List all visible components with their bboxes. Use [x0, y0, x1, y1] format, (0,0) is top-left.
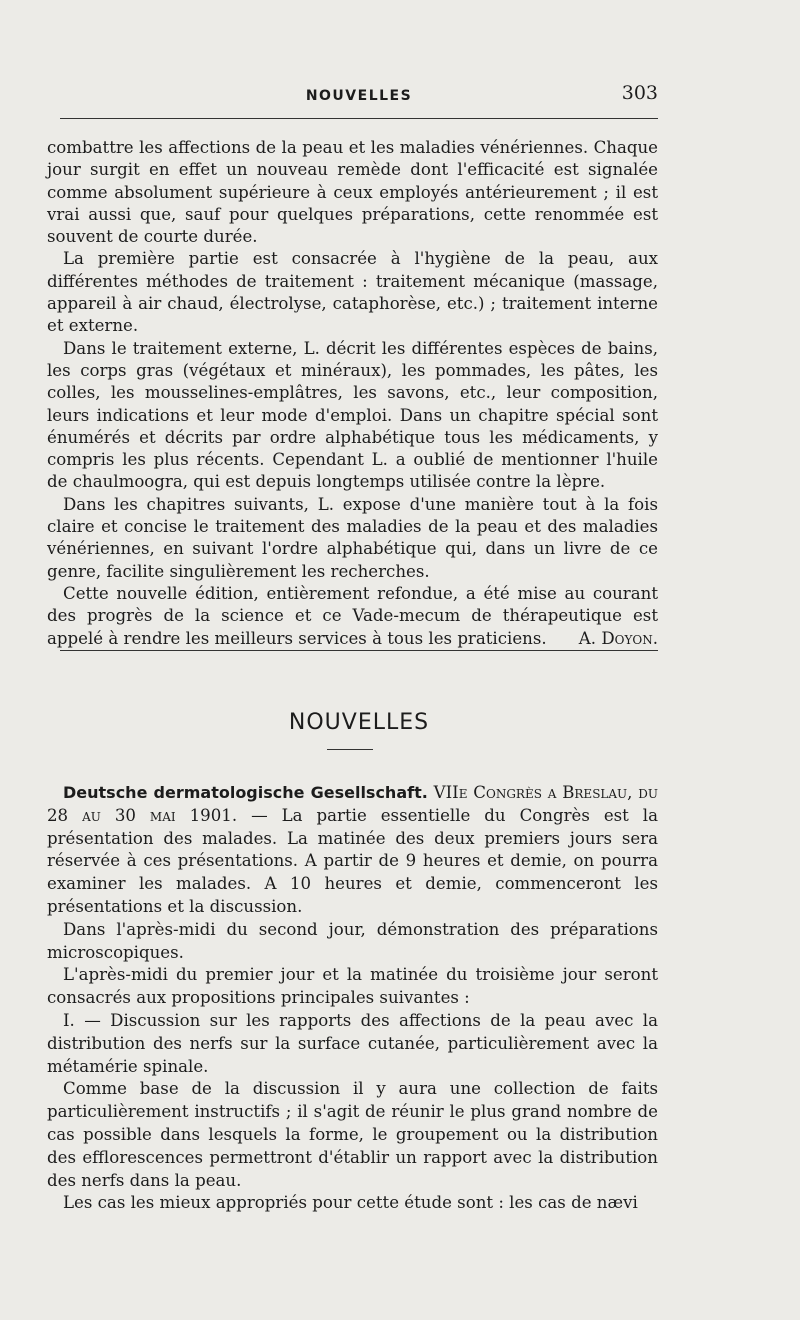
review-text: [47, 137, 658, 650]
news-paragraph: I. — Discussion sur les rapports des affections de la peau avec la distribution des nerfs sur la surface cutanée, particulièrement avec la métamérie spinale.: [47, 1010, 658, 1076]
header-rule: [60, 118, 658, 119]
review-paragraph: Cette nouvelle édition, entièrement refondue, a été mise au courant des progrès de la science et ce Vade-mecum de thérapeutique est appelé à rendre les meilleurs services à tous les praticiens.: [47, 583, 658, 648]
review-paragraph: Dans les chapitres suivants, L. expose d'une manière tout à la fois claire et concise le traitement des maladies de la peau et des maladies vénériennes, en suivant l'ordre alphabétique qui, dans un livre de ce genre, facilite singulièrement les recherches.: [47, 494, 658, 581]
news-paragraph: L'après-midi du premier jour et la matinée du troisième jour seront consacrés aux propositions principales suivantes :: [47, 965, 658, 1008]
news-paragraph: Dans l'après-midi du second jour, démonstration des préparations microscopiques.: [47, 919, 658, 962]
page-header: [60, 82, 658, 112]
section-divider: [60, 650, 658, 651]
news-paragraph: Comme base de la discussion il y aura une collection de faits particulièrement instructifs ; il s'agit de réunir le plus grand nombre de cas possible dans lesquels la forme, le groupement ou la distribution des efflorescences permettront d'établir un rapport avec la distribution des nerfs dans la peau.: [47, 1079, 658, 1190]
news-lead-paragraph: [47, 782, 658, 919]
congress-heading: VIIe Congrès a Breslau, du 28 au 30 mai 1901.: [47, 783, 658, 825]
running-title: NOUVELLES: [305, 88, 413, 104]
news-text: [47, 782, 658, 1215]
news-lead-text: — La partie essentielle du Congrès est la présentation des malades. La matinée des deux premiers jours sera réservée à ces présentations. A partir de 9 heures et demie, on pourra examiner les malades. A 10 heures et demie, commenceront les présentations et la discussion.: [47, 805, 658, 916]
page-number: 303: [621, 82, 658, 104]
review-paragraph: combattre les affections de la peau et les maladies vénériennes. Chaque jour surgit en effet un nouveau remède dont l'efficacité est signalée comme absolument supérieure à ceux employés antérieurement ; il est vrai aussi que, sauf pour quelques préparations, cette renommée est souvent de courte durée.: [47, 138, 658, 247]
review-paragraph: La première partie est consacrée à l'hygiène de la peau, aux différentes méthodes de traitement : traitement mécanique (massage, appareil à air chaud, électrolyse, cataphorèse, etc.) ; traitement interne et externe.: [47, 249, 658, 336]
section-title: NOUVELLES: [288, 710, 430, 735]
society-name: Deutsche dermatologische Gesellschaft.: [63, 783, 428, 802]
news-paragraph: Les cas les mieux appropriés pour cette étude sont : les cas de nævi: [63, 1193, 638, 1213]
review-closing-paragraph: [47, 583, 658, 650]
review-signature: A. Doyon.: [578, 628, 658, 648]
review-paragraph: Dans le traitement externe, L. décrit les différentes espèces de bains, les corps gras (végétaux et minéraux), les pommades, les pâtes, les colles, les mousselines-emplâtres, les savons, etc., leur composition, leurs indications et leur mode d'emploi. Dans un chapitre spécial sont énumérés et décrits par ordre alphabétique tous les médicaments, y compris les plus récents. Cependant L. a oublié de mentionner l'huile de chaulmoogra, qui est depuis longtemps utilisée contre la lèpre.: [47, 338, 658, 492]
section-title-rule: [327, 749, 373, 750]
